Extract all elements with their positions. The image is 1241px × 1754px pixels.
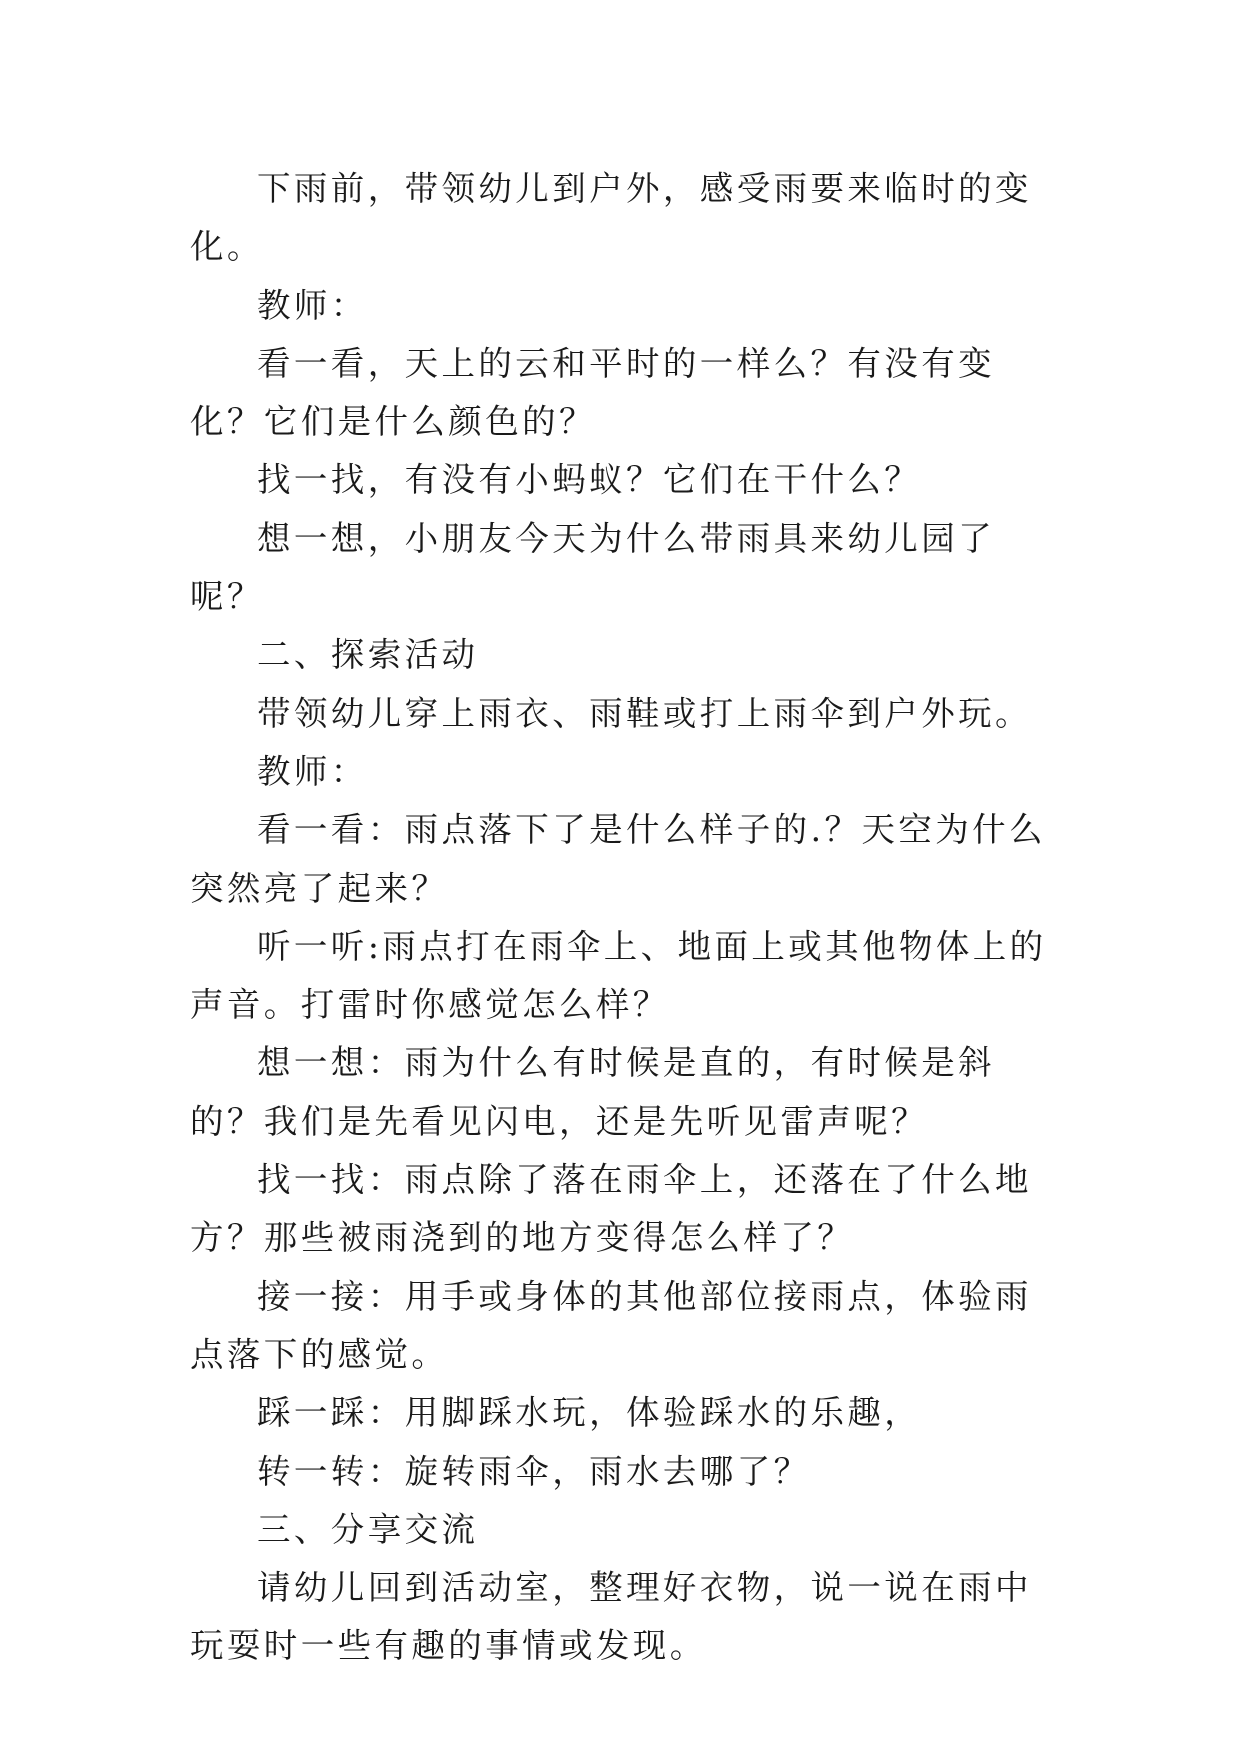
paragraph-think-rain-gear: 想一想，小朋友今天为什么带雨具来幼儿园了呢？ (190, 518, 995, 617)
paragraph-listen-sound: 听一听:雨点打在雨伞上、地面上或其他物体上的声音。打雷时你感觉怎么样？ (190, 926, 1047, 1025)
paragraph-before-rain: 下雨前，带领幼儿到户外，感受雨要来临时的变化。 (190, 169, 1032, 267)
paragraph-catch-raindrops: 接一接：用手或身体的其他部位接雨点，体验雨点落下的感觉。 (190, 1276, 1032, 1374)
paragraph-teacher-label-2: 教师： (257, 751, 368, 791)
paragraph-spin-umbrella: 转一转：旋转雨伞，雨水去哪了？ (257, 1451, 811, 1491)
paragraph-teacher-label: 教师： (257, 285, 368, 325)
paragraph-go-outdoors: 带领幼儿穿上雨衣、雨鞋或打上雨伞到户外玩。 (257, 693, 1032, 733)
paragraph-look-clouds: 看一看，天上的云和平时的一样么？有没有变化？它们是什么颜色的？ (190, 343, 995, 442)
section-heading-share: 三、分享交流 (257, 1509, 479, 1549)
paragraph-think-direction: 想一想：雨为什么有时候是直的，有时候是斜的？我们是先看见闪电，还是先听见雷声呢？ (190, 1043, 995, 1141)
section-heading-explore: 二、探索活动 (257, 635, 479, 675)
paragraph-find-wet-places: 找一找：雨点除了落在雨伞上，还落在了什么地方？那些被雨浇到的地方变得怎么样了？ (190, 1160, 1032, 1258)
paragraph-stomp-water: 踩一踩：用脚踩水玩，体验踩水的乐趣， (257, 1393, 922, 1433)
paragraph-look-raindrops: 看一看：雨点落下了是什么样子的.？天空为什么突然亮了起来？ (190, 810, 1046, 908)
paragraph-find-ants: 找一找，有没有小蚂蚁？它们在干什么？ (257, 460, 922, 500)
paragraph-share-findings: 请幼儿回到活动室，整理好衣物，说一说在雨中玩耍时一些有趣的事情或发现。 (190, 1568, 1032, 1666)
document-body (190, 160, 1060, 1676)
